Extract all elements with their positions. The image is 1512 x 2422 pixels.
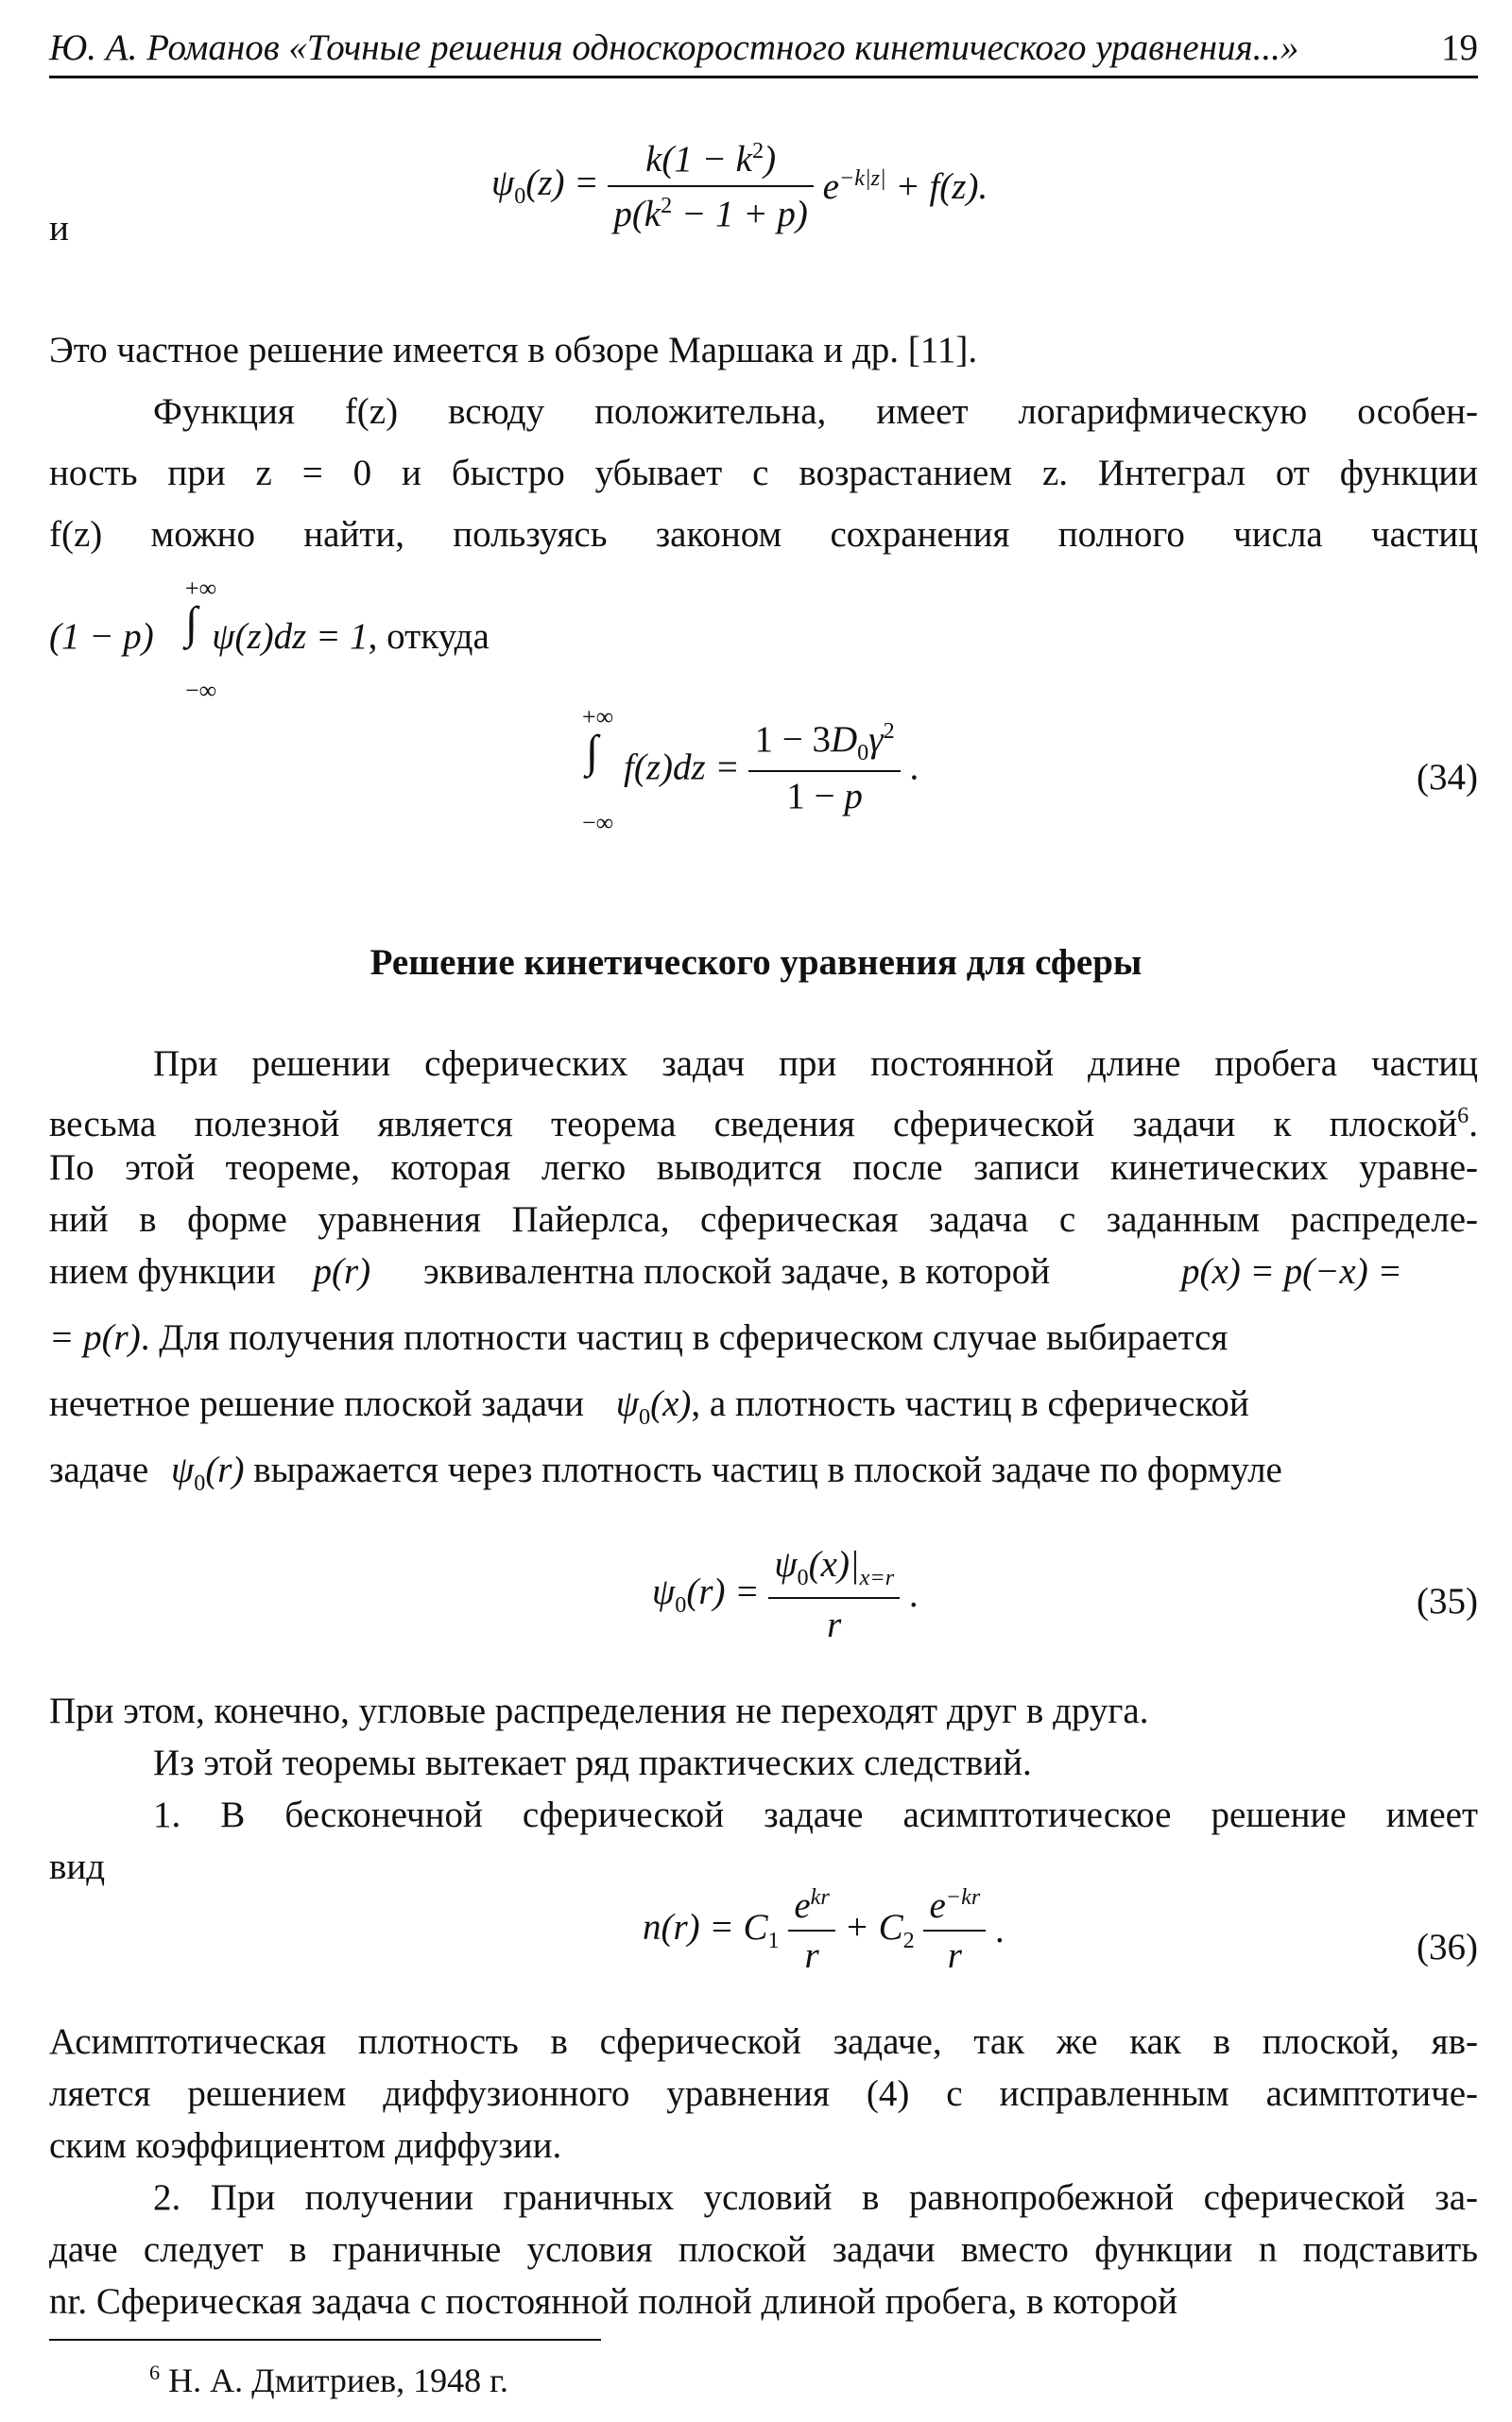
formula-fraction: $\frac{e^{-kr}}{r}$	[923, 1886, 986, 1974]
formula-fraction: $\frac{e^{kr}}{r}$	[788, 1886, 834, 1974]
text-line: вид	[49, 1847, 106, 1887]
text-fragment: нечетное решение плоской задачи	[49, 1383, 585, 1424]
integral-sign: ∫	[185, 598, 198, 648]
text-line	[49, 1091, 1478, 1149]
formula-fraction: $\frac{1 - 3D_0\gamma^2}{1 - p}$	[748, 720, 900, 815]
header-rule	[49, 76, 1478, 78]
text-line: nr. Сферическая задача с постоянной полной длиной пробега, в которой	[49, 2281, 1177, 2322]
footnote-rule	[49, 2339, 601, 2341]
text-fragment: эквивалентна плоской задаче, в которой	[423, 1251, 1051, 1292]
text-line: Функция f(z) всюду положительна, имеет логарифмическую особен-	[153, 391, 1478, 432]
integral-lower-limit: −∞	[582, 809, 614, 836]
text-line: ляется решением диффузионного уравнения (4) с исправленным асимптотиче-	[49, 2073, 1478, 2114]
section-heading: Решение кинетического уравнения для сферы	[369, 942, 1143, 983]
formula-fraction: $\frac{k(1 - k^2)}{p(k^2 - 1 + p)}$	[608, 140, 814, 232]
formula-fraction: $\frac{\psi_0(x)|_{x=r}}{r}$	[768, 1546, 900, 1643]
equation-number: (36)	[1417, 1927, 1478, 1967]
formula-36: $n(r) = C_1$ $\frac{e^{kr}}{r}$ + $C_2$ $\frac{e^{-kr}}{r}$ .	[643, 1884, 1005, 1976]
text-line: Из этой теоремы вытекает ряд практических следствий.	[153, 1743, 1032, 1783]
text-line: 2. При получении граничных условий в равнопробежной сферической за-	[153, 2177, 1478, 2218]
inline-formula: p(x) = p(−x) =	[1181, 1251, 1402, 1292]
running-title: Ю. А. Романов «Точные решения односкоростного кинетического уравнения...»	[49, 27, 1299, 68]
equation-number: (35)	[1417, 1581, 1478, 1622]
text-fragment: , а плотность частиц в сферической	[691, 1383, 1249, 1424]
formula-35: $\psi_0(r)$ = $\frac{\psi_0(x)|_{x=r}}{r}$ .	[652, 1544, 919, 1645]
integral-sign: ∫	[586, 727, 599, 777]
running-header	[49, 21, 1478, 74]
formula-psi0-z: $\psi_0(z)$ = $\frac{k(1 - k^2)}{p(k^2 - 1 + p)}$ $e^{-k|z|} + f(z)$.	[491, 138, 988, 234]
text-fragment: задаче	[49, 1450, 149, 1490]
integral-lower-limit: −∞	[185, 677, 217, 704]
integral-upper-limit: +∞	[185, 575, 217, 602]
text-line: Асимптотическая плотность в сферической задаче, так же как в плоской, яв-	[49, 2021, 1478, 2062]
equation-number: (34)	[1417, 757, 1478, 798]
text-line: нием функции p(r)	[49, 1251, 371, 1292]
text-fragment: выражается через плотность частиц в плоской задаче по формуле	[253, 1450, 1282, 1490]
formula-34: f(z)dz = $\frac{1 - 3D_0\gamma^2}{1 - p}$ .	[624, 718, 919, 816]
integral-upper-limit: +∞	[582, 703, 614, 730]
text-line: ний в форме уравнения Пайерлса, сферическая задача с заданным распределе-	[49, 1199, 1478, 1240]
text-fragment: весьма полезной является теорема сведения сферической задачи к плоской	[49, 1104, 1458, 1144]
text-line: нечетное решение плоской задачи $\psi_0(x)$, а плотность частиц в сферической	[49, 1383, 1249, 1430]
text-line: ским коэффициентом диффузии.	[49, 2125, 562, 2166]
text-line: По этой теореме, которая легко выводится после записи кинетических уравне-	[49, 1147, 1478, 1188]
text-fragment: , откуда	[368, 616, 490, 657]
text-fragment: .	[1469, 1104, 1478, 1144]
text-fragment: нием функции	[49, 1251, 276, 1292]
and-word: и	[49, 208, 69, 249]
text-line: задаче $\psi_0(r)$ выражается через плотность частиц в плоской задаче по формуле	[49, 1450, 1282, 1496]
text-line: При решении сферических задач при постоянной длине пробега частиц	[153, 1043, 1478, 1084]
text-line: = p(r). Для получения плотности частиц в сферическом случае выбирается	[49, 1317, 1228, 1358]
text-line: Это частное решение имеется в обзоре Маршака и др. [11].	[49, 330, 978, 370]
footnote-mark: 6	[149, 2361, 161, 2384]
footnote-ref: 6	[1457, 1103, 1469, 1128]
page-number: 19	[1441, 27, 1478, 68]
text-line: ность при z = 0 и быстро убывает с возрастанием z. Интеграл от функции	[49, 453, 1478, 493]
footnote	[149, 2361, 508, 2400]
text-fragment: . Для получения плотности частиц в сферическом случае выбирается	[140, 1317, 1228, 1358]
text-line: 1. В бесконечной сферической задаче асимптотическое решение имеет	[153, 1795, 1478, 1835]
normalization-formula: (1 − p) ψ(z)dz = 1, откуда	[49, 616, 490, 657]
text-line: даче следует в граничные условия плоской задачи вместо функции n подставить	[49, 2229, 1478, 2270]
text-line: При этом, конечно, угловые распределения не переходят друг в друга.	[49, 1691, 1149, 1731]
text-line: f(z) можно найти, пользуясь законом сохранения полного числа частиц	[49, 514, 1478, 555]
footnote-text: Н. А. Дмитриев, 1948 г.	[168, 2362, 508, 2399]
